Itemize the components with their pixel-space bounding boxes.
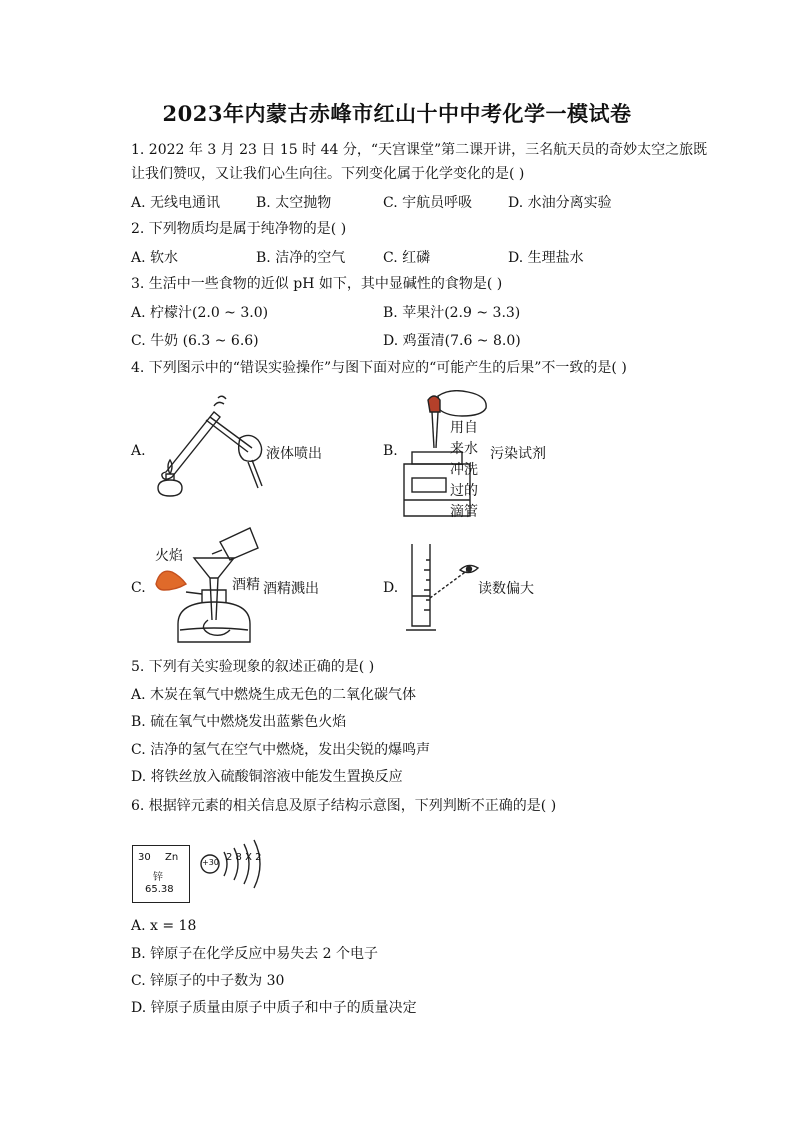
page-title: 2023年内蒙古赤峰市红山十中中考化学一模试卷 (162, 101, 632, 126)
q2-option-d: D. 生理盐水 (508, 250, 584, 266)
element-name: 锌 (153, 872, 163, 883)
q1-stem-line1: 1. 2022 年 3 月 23 日 15 时 44 分，“天宫课堂”第二课开讲，三名航天员的奇妙太空之旅既 (131, 142, 708, 158)
zinc-atom-structure-figure (198, 838, 270, 908)
heating-test-tube-figure (148, 390, 268, 502)
fig-b-note-line: 滴管 (450, 504, 478, 520)
electron-shells: 2 8 X 2 (226, 852, 262, 863)
q1-option-d: D. 水油分离实验 (508, 195, 612, 211)
q4-fig-c-alcohol-label: 酒精 (232, 577, 260, 593)
q6-option-c: C. 锌原子的中子数为 30 (131, 973, 285, 989)
q1-stem-line2: 让我们赞叹，又让我们心生向往。下列变化属于化学变化的是( ) (131, 166, 525, 182)
q4-label-a: A. (131, 443, 146, 459)
zinc-element-card (132, 845, 190, 903)
q3-option-c: C. 牛奶 (6.3 ~ 6.6) (131, 333, 259, 349)
q4-label-c: C. (131, 580, 146, 596)
q4-fig-c-flame-label: 火焰 (155, 548, 183, 564)
q1-option-a: A. 无线电通讯 (131, 195, 221, 211)
q2-option-b: B. 洁净的空气 (256, 250, 346, 266)
q4-fig-b-note (450, 418, 480, 523)
q5-option-c: C. 洁净的氢气在空气中燃烧，发出尖锐的爆鸣声 (131, 742, 431, 758)
element-symbol: Zn (165, 852, 179, 863)
atomic-number: 30 (138, 852, 151, 863)
fig-b-note-line: 过的 (450, 483, 478, 499)
graduated-cylinder-figure (402, 540, 482, 636)
q1-option-b: B. 太空抛物 (256, 195, 332, 211)
q4-fig-d-caption: 读数偏大 (478, 581, 534, 597)
q4-label-d: D. (383, 580, 399, 596)
q6-option-a: A. x = 18 (131, 918, 197, 934)
q5-option-b: B. 硫在氧气中燃烧发出蓝紫色火焰 (131, 714, 347, 730)
q4-stem: 4. 下列图示中的“错误实验操作”与图下面对应的“可能产生的后果”不一致的是( ) (131, 360, 627, 376)
q3-option-a: A. 柠檬汁(2.0 ~ 3.0) (131, 305, 269, 321)
q3-option-b: B. 苹果汁(2.9 ~ 3.3) (383, 305, 521, 321)
q4-fig-b-caption: 污染试剂 (490, 446, 546, 462)
fig-b-note-line: 用自 (450, 420, 478, 436)
q4-fig-a-caption: 液体喷出 (266, 446, 322, 462)
fig-b-note-line: 冲洗 (450, 462, 478, 478)
q2-option-a: A. 软水 (131, 250, 179, 266)
q1-option-c: C. 宇航员呼吸 (383, 195, 473, 211)
atomic-mass: 65.38 (145, 884, 174, 895)
q4-fig-c-caption: 酒精溅出 (263, 581, 319, 597)
q5-option-a: A. 木炭在氧气中燃烧生成无色的二氧化碳气体 (131, 687, 417, 703)
nucleus-charge: +30 (202, 858, 219, 867)
q3-stem: 3. 生活中一些食物的近似 pH 如下，其中显碱性的食物是( ) (131, 276, 503, 292)
q4-label-b: B. (383, 443, 398, 459)
q5-stem: 5. 下列有关实验现象的叙述正确的是( ) (131, 659, 375, 675)
fig-b-note-line: 来水 (450, 441, 478, 457)
q2-option-c: C. 红磷 (383, 250, 431, 266)
q3-option-d: D. 鸡蛋清(7.6 ~ 8.0) (383, 333, 521, 349)
q6-option-b: B. 锌原子在化学反应中易失去 2 个电子 (131, 946, 378, 962)
q6-stem: 6. 根据锌元素的相关信息及原子结构示意图，下列判断不正确的是( ) (131, 798, 557, 814)
q5-option-d: D. 将铁丝放入硫酸铜溶液中能发生置换反应 (131, 769, 403, 785)
q6-option-d: D. 锌原子质量由原子中质子和中子的质量决定 (131, 1000, 417, 1016)
q2-stem: 2. 下列物质均是属于纯净物的是( ) (131, 221, 347, 237)
